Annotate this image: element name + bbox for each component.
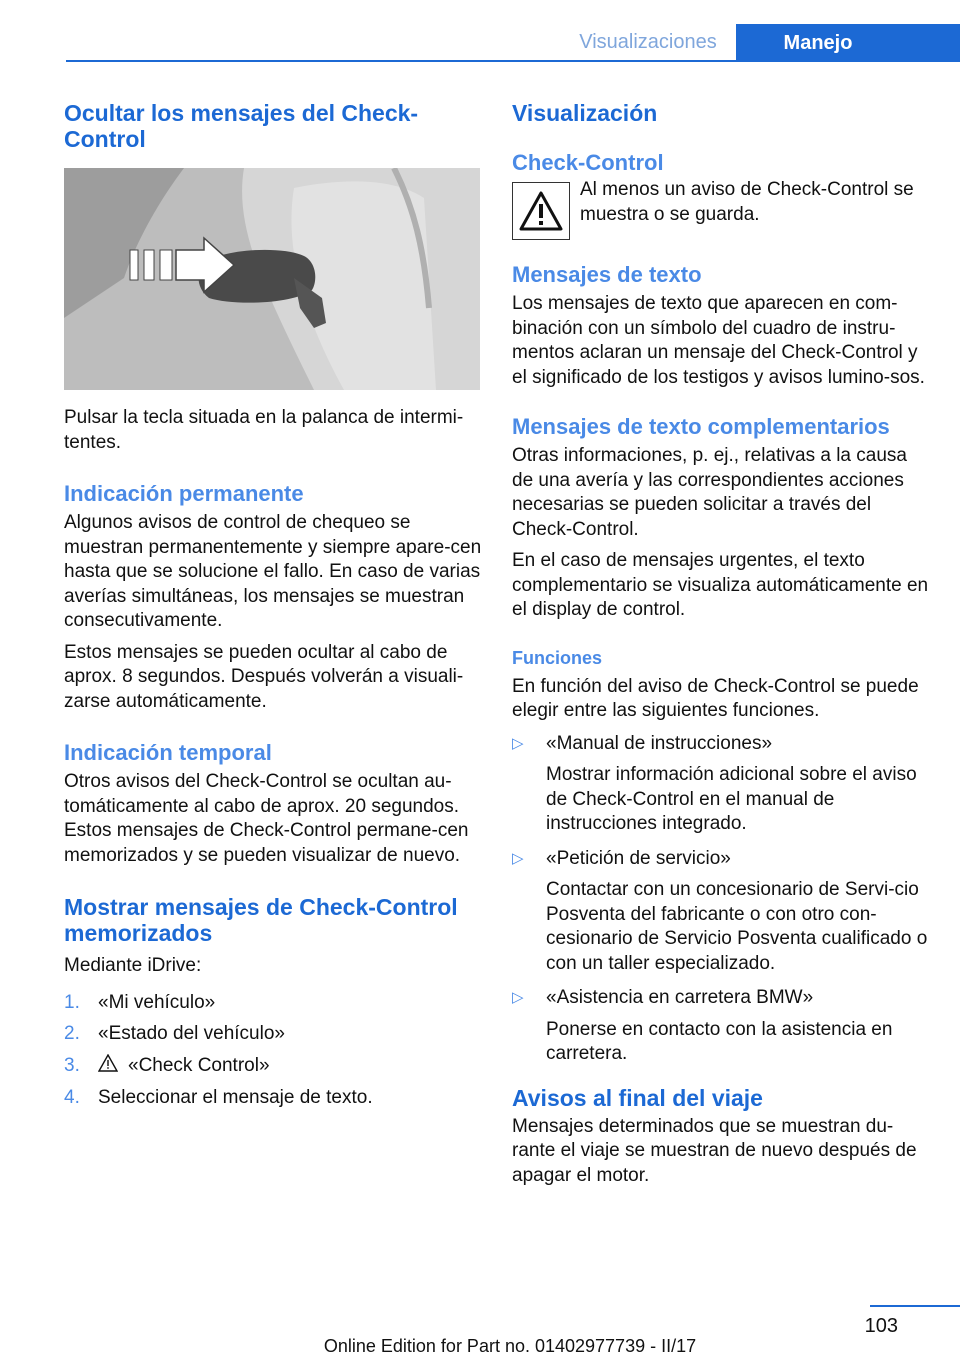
idrive-steps [64, 991, 482, 1111]
complementary-paragraph-2: En el caso de mensajes urgentes, el texto complementario se visualiza automáticamente en el display de control. [512, 550, 929, 620]
list-item: ▷ «Petición de servicio» Contactar con un concesionario de Servi-cio Posventa del fabricante o con otro con-cesionario de Servicio Posventa cualificado o con un taller especializado. [512, 847, 930, 977]
heading-visualizacion: Visualización [512, 100, 658, 126]
complementary-paragraph-1: Otras informaciones, p. ej., relativas a la causa de una avería y las correspondientes acciones necesarias se pueden solicitar a través del Check-Control. [512, 445, 907, 540]
permanent-paragraph-2: Estos mensajes se pueden ocultar al cabo de aprox. 8 segundos. Después volverán a visuali-zarse automáticamente. [64, 641, 464, 712]
check-control-text: Al menos un aviso de Check-Control se muestra o se guarda. [580, 179, 914, 225]
footer-rule [870, 1305, 960, 1307]
heading-show-stored: Mostrar mensajes de Check-Control memorizados [64, 894, 458, 946]
section-tab-visualizaciones: Visualizaciones [579, 31, 717, 53]
page-header [0, 24, 960, 62]
triangle-bullet-icon: ▷ [512, 734, 524, 752]
heading-text-messages: Mensajes de texto [512, 262, 702, 287]
heading-functions: Funciones [512, 647, 603, 668]
heading-permanent: Indicación permanente [64, 481, 304, 506]
edition-line: Online Edition for Part no. 01402977739 - II/17 [323, 1336, 697, 1356]
idrive-intro: Mediante iDrive: [64, 955, 202, 976]
page-number: 103 [864, 1315, 898, 1337]
right-column [512, 100, 930, 1188]
stalk-photo [64, 168, 480, 390]
list-item: 2. «Estado del vehículo» [64, 1023, 285, 1044]
header-rule [66, 60, 960, 62]
warning-triangle-icon [98, 1054, 120, 1080]
list-item: 3. «Check Control» [64, 1054, 482, 1080]
check-control-symbol-row [512, 176, 930, 240]
list-item: ▷ «Asistencia en carretera BMW» Ponerse en contacto con la asistencia en carretera. [512, 986, 930, 1067]
section-tab-manejo: Manejo [736, 24, 960, 62]
section-title-hide: Ocultar los mensajes del Check-Control [64, 100, 419, 152]
heading-check-control: Check-Control [512, 150, 664, 175]
left-column [64, 100, 482, 1118]
temporal-paragraph: Otros avisos del Check-Control se ocultan au-tomáticamente al cabo de aprox. 20 segundos. Estos mensajes de Check-Control permane-cen memorizados y se pueden visualizar de nuevo. [64, 771, 469, 866]
list-item: ▷ «Manual de instrucciones» Mostrar información adicional sobre el aviso de Check-Control en el manual de instrucciones integrado. [512, 732, 930, 837]
functions-list [512, 732, 930, 1067]
functions-intro: En función del aviso de Check-Control se puede elegir entre las siguientes funciones. [512, 675, 919, 721]
list-item: 1. «Mi vehículo» [64, 991, 216, 1013]
triangle-bullet-icon: ▷ [512, 989, 524, 1006]
list-item: 4. Seleccionar el mensaje de texto. [64, 1087, 373, 1108]
permanent-paragraph-1: Algunos avisos de control de chequeo se muestran permanentemente y siempre apare-cen hasta que se solucione el fallo. En caso de varias averías simultáneas, los mensajes se muestran consecutivamente. [64, 512, 482, 631]
heading-end-of-trip: Avisos al final del viaje [512, 1084, 763, 1111]
photo-caption: Pulsar la tecla situada en la palanca de intermi-tentes. [64, 407, 464, 453]
heading-complementary: Mensajes de texto complementarios [512, 414, 890, 439]
end-of-trip-paragraph: Mensajes determinados que se muestran du-rante el viaje se muestran de nuevo después de apagar el motor. [512, 1115, 917, 1186]
text-messages-paragraph: Los mensajes de texto que aparecen en com-binación con un símbolo del cuadro de instru-mentos aclaran un mensaje del Check-Control y el significado de los testigos y avisos lumino-sos. [512, 293, 925, 388]
turn-signal-lever-illustration [64, 168, 480, 390]
triangle-bullet-icon: ▷ [512, 849, 524, 867]
check-control-warning-icon [512, 182, 570, 240]
heading-temporal: Indicación temporal [64, 740, 272, 765]
